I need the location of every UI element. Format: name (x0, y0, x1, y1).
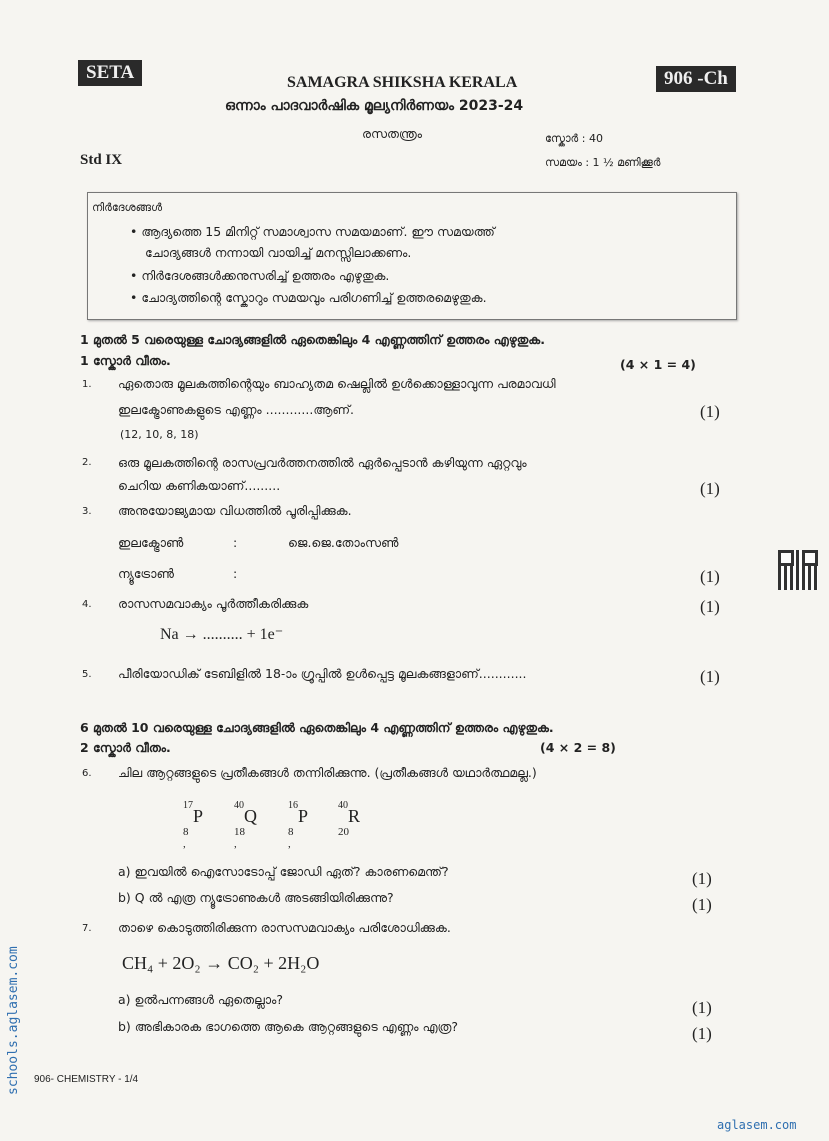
score: സ്കോർ : 40 (545, 132, 603, 145)
q4-mark: (1) (700, 597, 720, 616)
instruction-item: • ആദ്യത്തെ 15 മിനിറ്റ് സമാശ്വാസ സമയമാണ്. ഈ സമയത്ത് (130, 224, 495, 239)
q7b-mark: (1) (692, 1024, 712, 1043)
q6-text: ചില ആറ്റങ്ങളുടെ പ്രതീകങ്ങൾ തന്നിരിക്കുന്നു. (പ്രതീകങ്ങൾ യഥാർത്ഥമല്ല.) (118, 765, 537, 780)
q2-text: ചെറിയ കണികയാണ്......... (118, 478, 281, 493)
q3-row1-label: ഇലക്ട്രോൺ (118, 535, 184, 550)
question-number: 2. (82, 457, 92, 468)
mass-number: 40 (234, 800, 244, 811)
section1-score: 1 സ്കോർ വീതം. (80, 353, 171, 368)
instruction-text: ചോദ്യങ്ങൾ നന്നായി വായിച്ച് മനസ്സിലാക്കണം. (145, 245, 412, 260)
question-number: 5. (82, 669, 92, 680)
q7-text: താഴെ കൊടുത്തിരിക്കുന്ന രാസസമവാക്യം പരിശോധിക്കുക. (118, 920, 451, 935)
watermark-left: schools.aglasem.com (6, 946, 21, 1095)
q6a-mark: (1) (692, 869, 712, 888)
atomic-number: 18 , (234, 826, 245, 850)
q6a-text: a) ഇവയിൽ ഐസോടോപ്പ് ജോഡി ഏത്? കാരണമെന്ത്? (118, 864, 449, 879)
q4-text: രാസസമവാക്യം പൂർത്തീകരിക്കുക (118, 596, 309, 611)
instruction-text: ചോദ്യത്തിന്റെ സ്കോറും സമയവും പരിഗണിച്ച് ഉത്തരമെഴുതുക. (141, 290, 487, 305)
std: Std IX (80, 152, 123, 168)
qr-code (778, 550, 818, 590)
mass-number: 40 (338, 800, 348, 811)
q1-options: (12, 10, 8, 18) (120, 428, 199, 441)
paper-code: 906 -Ch (656, 66, 736, 92)
q5-text: പീരിയോഡിക് ടേബിളിൽ 18-ാം ഗ്രൂപ്പിൽ ഉൾപ്പെട്ട മൂലകങ്ങളാണ്............ (118, 666, 527, 681)
page-footer: 906- CHEMISTRY - 1/4 (34, 1074, 139, 1085)
question-number: 1. (82, 379, 92, 390)
q7a-text: a) ഉൽപന്നങ്ങൾ ഏതെല്ലാം? (118, 992, 283, 1007)
q3-colon: : (233, 566, 238, 581)
q7a-mark: (1) (692, 998, 712, 1017)
q4-equation: Na → .......... + 1e⁻ (160, 626, 284, 643)
q7-equation: CH₄ + 2O₂ → CO₂ + 2H₂O (122, 953, 320, 973)
question-number: 7. (82, 923, 92, 934)
atomic-number: 8 , (183, 826, 189, 850)
atomic-number: 20 (338, 826, 349, 838)
section2-marks: (4 × 2 = 8) (540, 740, 616, 755)
q3-text: അനുയോജ്യമായ വിധത്തിൽ പൂരിപ്പിക്കുക. (118, 503, 352, 518)
instruction-item: • ചോദ്യത്തിന്റെ സ്കോറും സമയവും പരിഗണിച്ച് ഉത്തരമെഴുതുക. (130, 290, 487, 305)
exam-title: ഒന്നാം പാദവാർഷിക മൂല്യനിർണയം 2023-24 (225, 98, 524, 114)
watermark-right: aglasem.com (717, 1118, 797, 1132)
q3-colon: : (233, 535, 238, 550)
q3-row1-value: ജെ.ജെ.തോംസൺ (288, 535, 399, 550)
instruction-text: നിർദേശങ്ങൾക്കനുസരിച്ച് ഉത്തരം എഴുതുക. (141, 268, 390, 283)
section1-marks: (4 × 1 = 4) (620, 357, 696, 372)
set-label: SETA (78, 60, 142, 86)
subject: രസതന്ത്രം (362, 126, 423, 141)
q5-mark: (1) (700, 667, 720, 686)
q6b-mark: (1) (692, 895, 712, 914)
question-number: 3. (82, 506, 92, 517)
section1-instruction: 1 മുതൽ 5 വരെയുള്ള ചോദ്യങ്ങളിൽ ഏതെങ്കിലും 4 എണ്ണത്തിന് ഉത്തരം എഴുതുക. (80, 332, 545, 347)
question-number: 6. (82, 768, 92, 779)
q1-mark: (1) (700, 402, 720, 421)
question-number: 4. (82, 599, 92, 610)
instruction-text: ആദ്യത്തെ 15 മിനിറ്റ് സമാശ്വാസ സമയമാണ്. ഈ സമയത്ത് (141, 224, 495, 239)
mass-number: 16 (288, 800, 298, 811)
mass-number: 17 (183, 800, 193, 811)
element-symbol: R (348, 806, 361, 826)
q6b-text: b) Q ൽ എത്ര ന്യൂട്രോണുകൾ അടങ്ങിയിരിക്കുന്നു? (118, 890, 394, 905)
q3-row2-label: ന്യൂട്രോൺ (118, 566, 174, 581)
element-symbol: Q (244, 806, 257, 826)
q3-mark: (1) (700, 567, 720, 586)
q1-text: ഇലക്ട്രോണുകളുടെ എണ്ണം ............ആണ്. (118, 402, 355, 417)
element-symbol: P (298, 806, 309, 826)
atomic-number: 8 , (288, 826, 294, 850)
instructions-title: നിർദേശങ്ങൾ (92, 201, 163, 214)
q2-mark: (1) (700, 479, 720, 498)
section2-score: 2 സ്കോർ വീതം. (80, 740, 171, 755)
q7b-text: b) അഭികാരക ഭാഗത്തെ ആകെ ആറ്റങ്ങളുടെ എണ്ണം എത്ര? (118, 1019, 459, 1034)
q1-text: ഏതൊരു മൂലകത്തിന്റെയും ബാഹ്യതമ ഷെല്ലിൽ ഉൾക്കൊള്ളാവുന്ന പരമാവധി (118, 376, 556, 391)
instruction-item: • നിർദേശങ്ങൾക്കനുസരിച്ച് ഉത്തരം എഴുതുക. (130, 268, 390, 283)
element-symbol: P (193, 806, 204, 826)
org-name: SAMAGRA SHIKSHA KERALA (287, 74, 518, 91)
time: സമയം : 1 ½ മണിക്കൂർ (545, 156, 661, 169)
q2-text: ഒരു മൂലകത്തിന്റെ രാസപ്രവർത്തനത്തിൽ ഏർപ്പെടാൻ കഴിയുന്ന ഏറ്റവും (118, 455, 527, 470)
section2-instruction: 6 മുതൽ 10 വരെയുള്ള ചോദ്യങ്ങളിൽ ഏതെങ്കിലും 4 എണ്ണത്തിന് ഉത്തരം എഴുതുക. (80, 720, 554, 735)
